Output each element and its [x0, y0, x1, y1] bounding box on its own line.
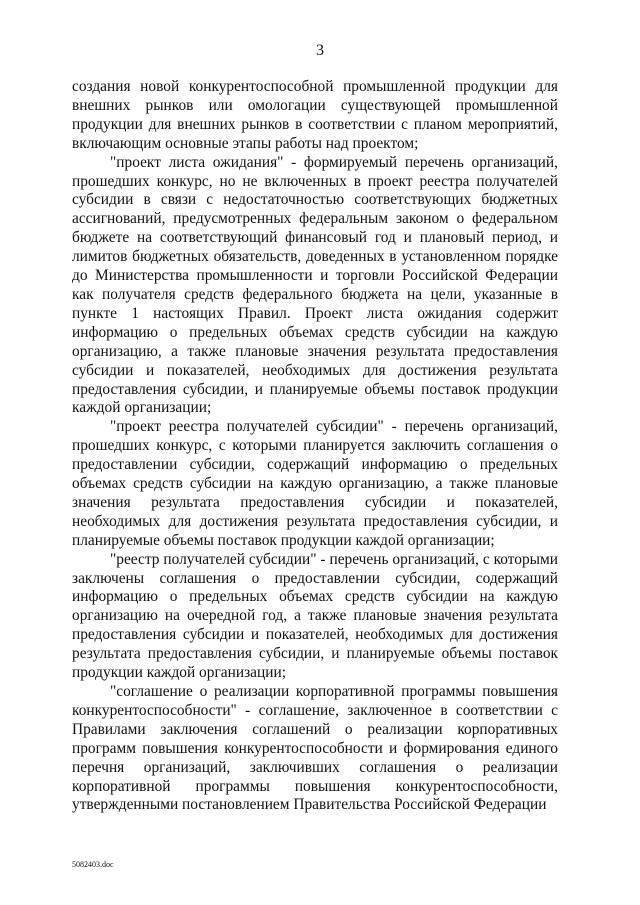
- document-file-reference: 5082403.doc: [72, 860, 114, 869]
- paragraph-competitiveness-agreement: "соглашение о реализации корпоративной программы повышения конкурентоспособности" - соглашение, заключенное в соответствии с Правилами заключения соглашений о реализации корпоративных программ повышения конкурентоспособности и формирования единого перечня организаций, заключивших соглашения о реализации корпоративной программы повышения конкурентоспособности, утвержденными постановлением Правительства Российской Федерации: [72, 683, 558, 814]
- paragraph-continuation: создания новой конкурентоспособной промышленной продукции для внешних рынков или омологации существующей промышленной продукции для внешних рынков в соответствии с планом мероприятий, включающим основные этапы работы над проектом;: [72, 78, 558, 152]
- document-body: [72, 78, 558, 815]
- paragraph-recipients-register-draft: "проект реестра получателей субсидии" - перечень организаций, прошедших конкурс, с которыми планируется заключить соглашения о предоставлении субсидии, содержащий информацию о предельных объемах средств субсидии на каждую организацию, а также плановые значения результата предоставления субсидии и показателей, необходимых для достижения результата предоставления субсидии, и планируемые объемы поставок продукции каждой организации;: [72, 418, 558, 549]
- page-number: 3: [316, 42, 324, 59]
- paragraph-recipients-register: "реестр получателей субсидии" - перечень организаций, с которыми заключены соглашения о предоставлении субсидии, содержащий информацию о предельных объемах средств субсидии на каждую организацию на очередной год, а также плановые значения результата предоставления субсидии и показателей, необходимых для достижения результата предоставления субсидии, и планируемые объемы поставок продукции каждой организации;: [72, 550, 558, 682]
- paragraph-waiting-list-draft: "проект листа ожидания" - формируемый перечень организаций, прошедших конкурс, но не включенных в проект реестра получателей субсидии в связи с недостаточностью соответствующих бюджетных ассигнований, предусмотренных федеральным законом о федеральном бюджете на соответствующий финансовый год и плановый период, и лимитов бюджетных обязательств, доведенных в установленном порядке до Министерства промышленности и торговли Российской Федерации как получателя средств федерального бюджета на цели, указанные в пункте 1 настоящих Правил. Проект листа ожидания содержит информацию о предельных объемах средств субсидии на каждую организацию, а также плановые значения результата предоставления субсидии и показателей, необходимых для достижения результата предоставления субсидии, и планируемые объемы поставок продукции каждой организации;: [72, 153, 558, 417]
